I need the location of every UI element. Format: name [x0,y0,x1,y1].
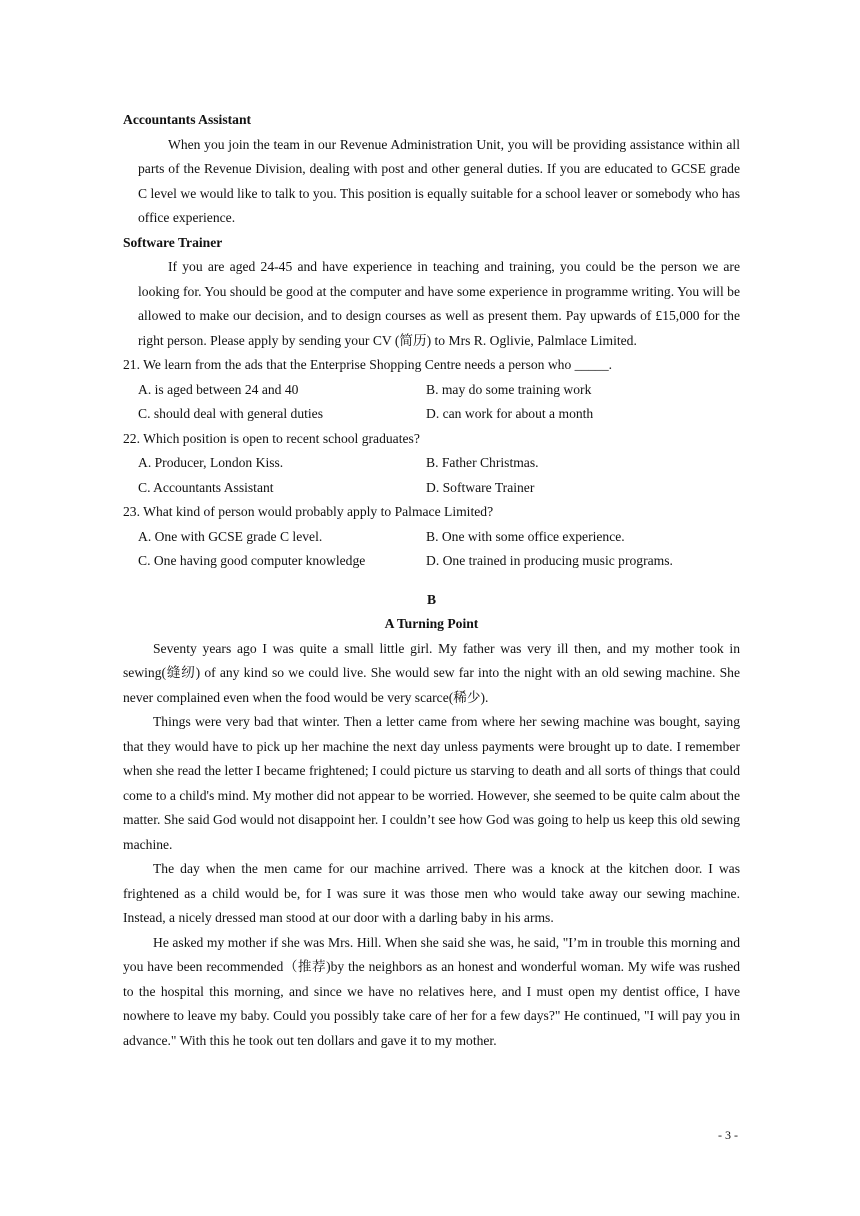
answer-options [123,378,740,427]
option-a: A. is aged between 24 and 40 [138,381,299,397]
passage-paragraph: The day when the men came for our machine arrived. There was a knock at the kitchen door. I was frightened as a child would be, for I was sure it was those men who would take away our sewing machine. Instead, a nicely dressed man stood at our door with a darling baby in his arms. [123,861,740,925]
document-page [123,108,740,1053]
ad-accountants-assistant [123,108,740,231]
question-text: 21. We learn from the ads that the Enterprise Shopping Centre needs a person who _____. [123,357,613,372]
passage-paragraph: Things were very bad that winter. Then a letter came from where her sewing machine was bought, saying that they would have to pick up her machine the next day unless payments were brought up to date. I remember when she read the letter I became frightened; I could picture us starving to death and all sorts of things that could come to a child's mind. My mother did not appear to be worried. However, she seemed to be quite calm about the matter. She said God would not disappoint her. I couldn’t see how God was going to help us keep this old sewing machine. [123,714,740,852]
option-d: D. One trained in producing music programs. [426,553,673,568]
passage-paragraph: Seventy years ago I was quite a small little girl. My father was very ill then, and my mother took in sewing(缝纫) of any kind so we could live. She would sew far into the night with an old sewing machine. She never complained even when the food would be very scarce(稀少). [123,640,740,705]
option-a: A. Producer, London Kiss. [138,455,284,470]
ad-software-trainer [123,231,740,354]
option-a: A. One with GCSE grade C level. [138,528,323,544]
option-d: D. Software Trainer [426,479,535,495]
ad-body: When you join the team in our Revenue Administration Unit, you will be providing assistance within all parts of the Revenue Division, dealing with post and other general duties. If you are educated to GCSE grade C level we would like to talk to you. This position is equally suitable for a school leaver or somebody who has office experience. [138,136,740,225]
option-c: C. Accountants Assistant [138,479,274,495]
section-letter: B [426,591,437,607]
ad-body: If you are aged 24-45 and have experience in teaching and training, you could be the person we are looking for. You should be good at the computer and have some experience in programme writing. You will be allowed to make our decision, and to design courses as well as present them. Pay upwards of £15,000 for the right person. Please apply by sending your CV (简历) to Mrs R. Oglivie, Palmlace Limited. [138,259,740,348]
option-b: B. may do some training work [426,381,592,397]
answer-options [123,451,740,500]
question-23 [123,500,740,574]
question-21 [123,353,740,427]
option-b: B. One with some office experience. [426,528,625,544]
passage-paragraph: He asked my mother if she was Mrs. Hill. When she said she was, he said, "I’m in trouble this morning and you have been recommended（推荐)by the neighbors as an honest and wonderful woman. My wife was rushed to the hospital this morning, and since we have no relatives here, and I must open my dentist office, I have nowhere to leave my baby. Could you possibly take care of her for a few days?" He continued, "I will pay you in advance." With this he took out ten dollars and gave it to my mother. [123,934,740,1048]
question-22 [123,427,740,501]
page-number: - 3 - [718,1128,738,1142]
ad-title: Software Trainer [123,234,223,250]
option-d: D. can work for about a month [426,406,594,421]
ad-title: Accountants Assistant [123,112,252,127]
answer-options [123,525,740,574]
option-b: B. Father Christmas. [426,455,539,470]
option-c: C. One having good computer knowledge [138,553,366,568]
passage-title: A Turning Point [384,616,479,631]
question-text: 22. Which position is open to recent school graduates? [123,430,420,446]
option-c: C. should deal with general duties [138,406,323,421]
question-text: 23. What kind of person would probably apply to Palmace Limited? [123,504,494,519]
